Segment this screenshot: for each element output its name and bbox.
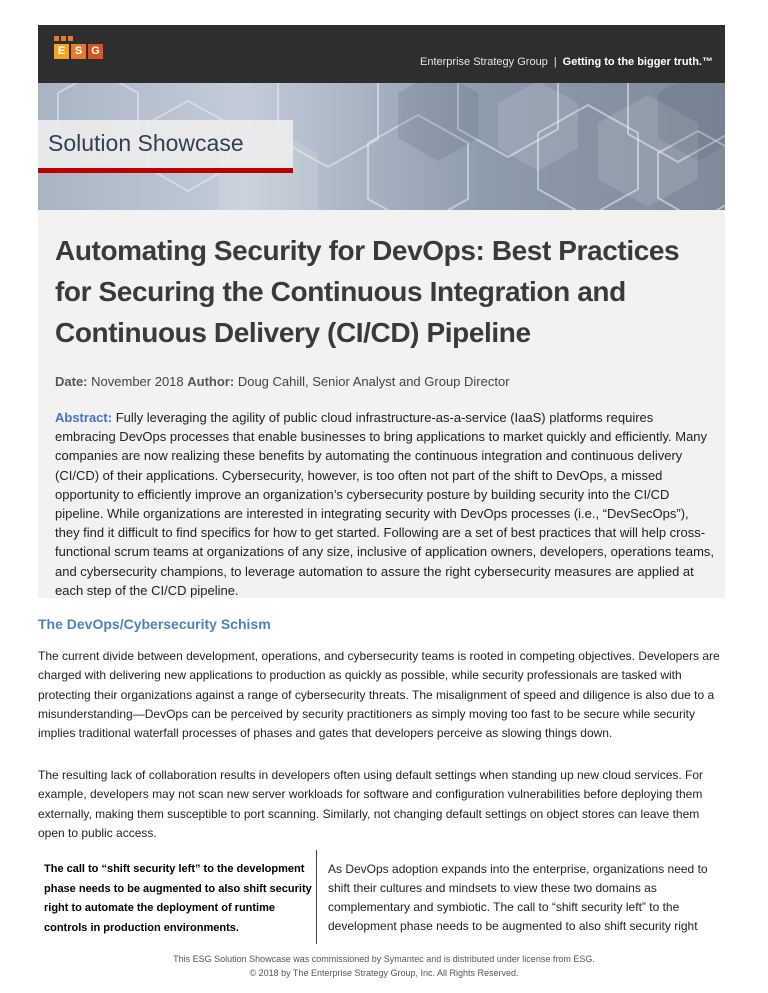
author-value: Doug Cahill, Senior Analyst and Group Director xyxy=(237,374,510,389)
logo-dots xyxy=(54,36,73,41)
title-line-1: Automating Security for DevOps: Best Practices xyxy=(55,235,680,266)
header-tagline xyxy=(420,56,713,68)
logo-letter-g: G xyxy=(88,44,103,59)
title-line-2: for Securing the Continuous Integration and xyxy=(55,276,626,307)
logo-letter-s: S xyxy=(71,44,86,59)
abstract xyxy=(55,408,715,600)
abstract-label: Abstract: xyxy=(55,410,113,425)
tagline-separator: | xyxy=(553,56,557,68)
abstract-text: Fully leveraging the agility of public cloud infrastructure-as-a-service (IaaS) platforms requires embracing DevOps processes that enable businesses to bring applications to market quickly and efficiently. Many companies are now realizing these benefits by automating the continuous integration and continuous delivery (CI/CD) of their applications. Cybersecurity, however, is too often not part of the shift to DevOps, a missed opportunity to efficiently improve an organization’s cybersecurity posture by building security into the CI/CD pipeline. While organizations are interested in integrating security with DevOps processes (i.e., “DevSecOps”), they find it difficult to find specifics for how to get started. Following are a set of best practices that will help cross-functional scrum teams at organizations of any size, inclusive of application owners, developers, operations teams, and cybersecurity champions, to leverage automation to assure the right cybersecurity measures are applied at each step of the CI/CD pipeline. xyxy=(55,410,715,598)
logo-letter-e: E xyxy=(54,44,69,59)
section-paragraph-1: The current divide between development, operations, and cybersecurity teams is rooted in competing objectives. Developers are charged with delivering new applications to production as quickly as possible, while security professionals are tasked with protecting their organizations against a range of cybersecurity threats. The misalignment of speed and diligence is also due to a misunderstanding—DevOps can be perceived by security practitioners as simply moving too fast to be secure while security implies traditional waterfall processes of phases and gates that developers perceive as slowing things down. xyxy=(38,649,720,741)
section-heading: The DevOps/Cybersecurity Schism xyxy=(38,616,271,632)
document-title xyxy=(55,230,715,353)
document-meta xyxy=(55,374,510,389)
solution-showcase-label-box xyxy=(38,120,293,168)
footer-copyright: © 2018 by The Enterprise Strategy Group, Inc. All Rights Reserved. xyxy=(249,968,519,978)
right-column-text: As DevOps adoption expands into the enterprise, organizations need to shift their cultures and mindsets to view these two domains as complementary and symbiotic. The call to “shift security left” to the development phase needs to be augmented to also shift security right xyxy=(328,862,708,933)
intro-panel xyxy=(38,210,725,598)
pull-quote: The call to “shift security left” to the development phase needs to be augmented to also shift security right to automate the deployment of runtime controls in production environments. xyxy=(44,863,312,934)
tagline-text: Getting to the bigger truth.™ xyxy=(562,56,713,68)
title-line-3: Continuous Delivery (CI/CD) Pipeline xyxy=(55,317,531,348)
solution-showcase-label: Solution Showcase xyxy=(48,130,244,156)
author-label: Author: xyxy=(187,374,235,389)
red-accent-line xyxy=(38,168,293,173)
page-footer xyxy=(0,952,768,980)
org-name: Enterprise Strategy Group xyxy=(420,56,548,68)
column-divider xyxy=(316,850,317,944)
date-label: Date: xyxy=(55,374,88,389)
date-value: November 2018 xyxy=(91,374,184,389)
header-bar xyxy=(38,25,725,83)
footer-license: This ESG Solution Showcase was commissioned by Symantec and is distributed under license from ESG. xyxy=(173,954,595,964)
esg-logo xyxy=(54,44,103,59)
section-paragraph-2: The resulting lack of collaboration results in developers often using default settings when standing up new cloud services. For example, developers may not scan new server workloads for software and configuration vulnerabilities before deploying them externally, making them susceptible to port scanning. Similarly, not changing default settings on object stores can leave them open to public access. xyxy=(38,768,704,840)
